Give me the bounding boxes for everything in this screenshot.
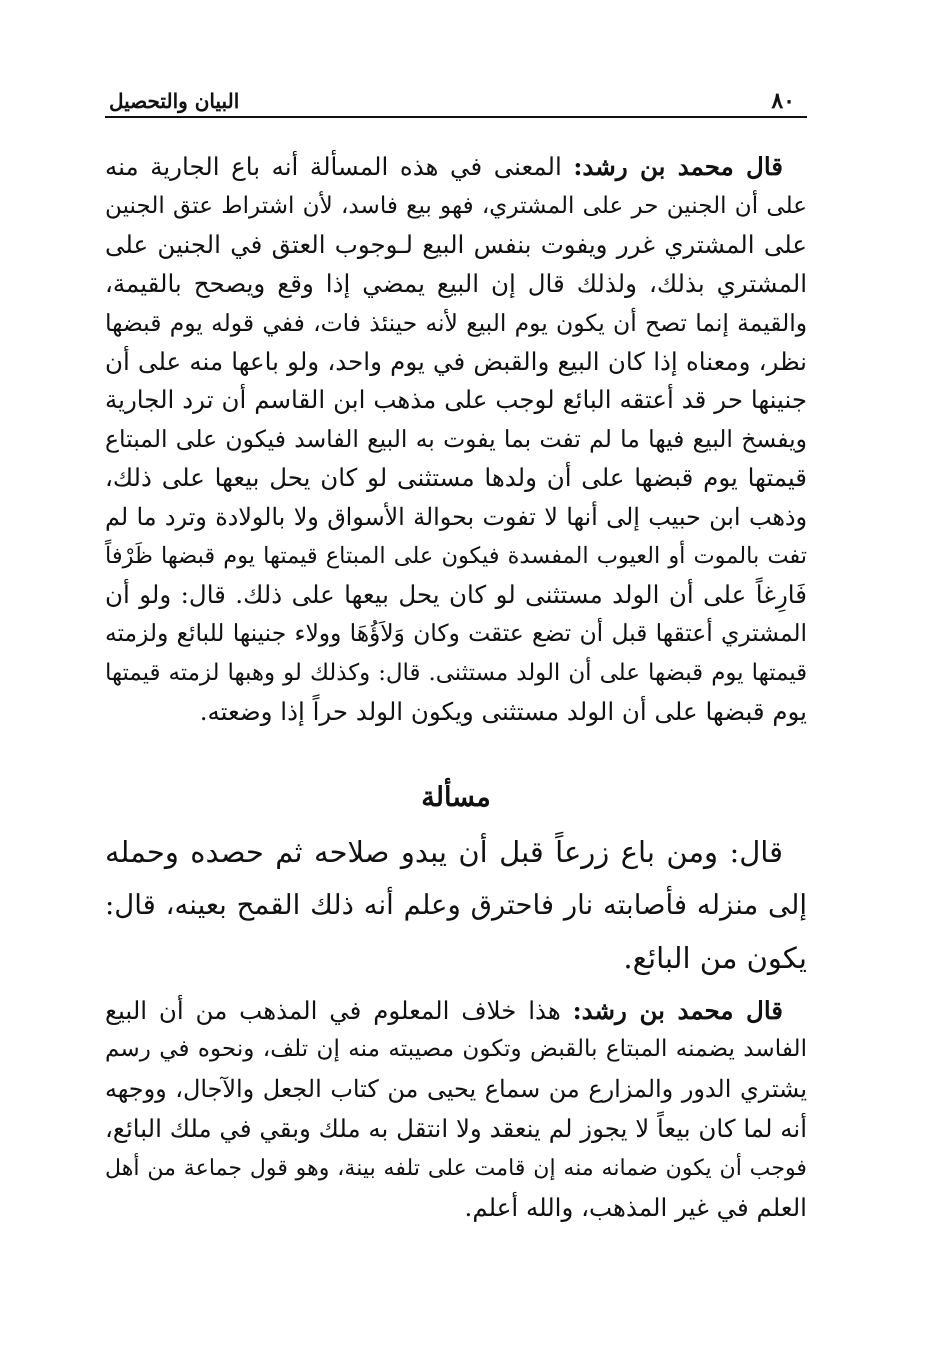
text-line: على المشتري غرر ويفوت بنفس البيع لـوجوب العتق في الجنين على bbox=[105, 229, 807, 259]
commentary-paragraph-1 bbox=[105, 148, 807, 732]
text-line: يشتري الدور والمزارع من سماع يحيى من كتاب الجعل والآجال، ووجهه bbox=[105, 1074, 807, 1103]
text-line: فَارِغاً على أن الولد مستثنى لو كان يحل بيعها على ذلك. قال: ولو أن bbox=[105, 579, 807, 609]
text-line: يكون من البائع. bbox=[623, 940, 807, 975]
text-line: فوجب أن يكون ضمانه منه إن قامت على تلفه بينة، وهو قول جماعة من أهل bbox=[105, 1154, 807, 1181]
running-header bbox=[105, 84, 807, 118]
text-line: المشتري بذلك، ولذلك قال إن البيع يمضي إذا وقع ويصحح بالقيمة، bbox=[105, 268, 807, 298]
text-line: المشتري أعتقها قبل أن تضع عتقت وكان وَلاَؤُهَا وولاء جنينها للبائع ولزمته bbox=[105, 619, 807, 647]
page-number: ٨٠ bbox=[771, 88, 795, 114]
text-line: وذهب ابن حبيب إلى أنها لا تفوت بحوالة الأسواق ولا بالولادة وترد ما لم bbox=[105, 503, 807, 532]
speaker-label: قال محمد بن رشد: bbox=[573, 152, 783, 181]
text-line: يوم قبضها على أن الولد مستثنى ويكون الولد حراً إذا وضعته. bbox=[199, 696, 807, 726]
speaker-label: قال محمد بن رشد: bbox=[572, 995, 783, 1025]
book-title: البيان والتحصيل bbox=[109, 89, 240, 113]
text-line: نظر، ومعناه إذا كان البيع والقبض في يوم واحد، ولو باعها منه على أن bbox=[105, 346, 807, 376]
text-line: قيمتها يوم قبضها على أن الولد مستثنى. قال: وكذلك لو وهبها لزمته قيمتها bbox=[105, 659, 807, 686]
text-line: تفت بالموت أو العيوب المفسدة فيكون على المبتاع قيمتها يوم قبضها ظَرْفاً bbox=[105, 543, 807, 570]
page bbox=[105, 84, 807, 1228]
text-line: قال: ومن باع زرعاً قبل أن يبدو صلاحه ثم حصده وحمله bbox=[105, 834, 783, 869]
text-line: ويفسخ البيع فيها ما لم تفت بما يفوت به البيع الفاسد فيكون على المبتاع bbox=[105, 425, 808, 454]
commentary-paragraph-2 bbox=[105, 991, 807, 1228]
text-line: الفاسد يضمنه المبتاع بالقبض وتكون مصيبته منه إن تلف، ونحوه في رسم bbox=[105, 1036, 807, 1063]
text-line: قيمتها يوم قبضها على أن ولدها مستثنى لو كان يحل بيعها على ذلك، bbox=[105, 463, 807, 493]
text-line: إلى منزله فأصابته نار فاحترق وعلم أنه ذلك القمح بعينه، قال: bbox=[105, 888, 807, 921]
text-line: جنينها حر قد أعتقه البائع لوجب على مذهب ابن القاسم أن ترد الجارية bbox=[105, 385, 807, 415]
text-line: على أن الجنين حر على المشتري، فهو بيع فاسد، لأن اشتراط عتق الجنين bbox=[105, 192, 807, 219]
text-line: قال محمد بن رشد: المعنى في هذه المسألة أنه باع الجارية منه bbox=[105, 152, 783, 181]
text-line: قال محمد بن رشد: هذا خلاف المعلوم في المذهب من أن البيع bbox=[105, 995, 783, 1025]
text-line: العلم في غير المذهب، والله أعلم. bbox=[464, 1193, 807, 1223]
issue-paragraph bbox=[105, 826, 807, 985]
text-line: والقيمة إنما تصح أن يكون يوم البيع لأنه حينئذ فات، ففي قوله يوم قبضها bbox=[105, 308, 807, 337]
section-heading: مسألة bbox=[421, 781, 491, 813]
text-line: أنه لما كان بيعاً لا يجوز لم ينعقد ولا انتقل به ملك وبقي في ملك البائع، bbox=[105, 1114, 807, 1144]
